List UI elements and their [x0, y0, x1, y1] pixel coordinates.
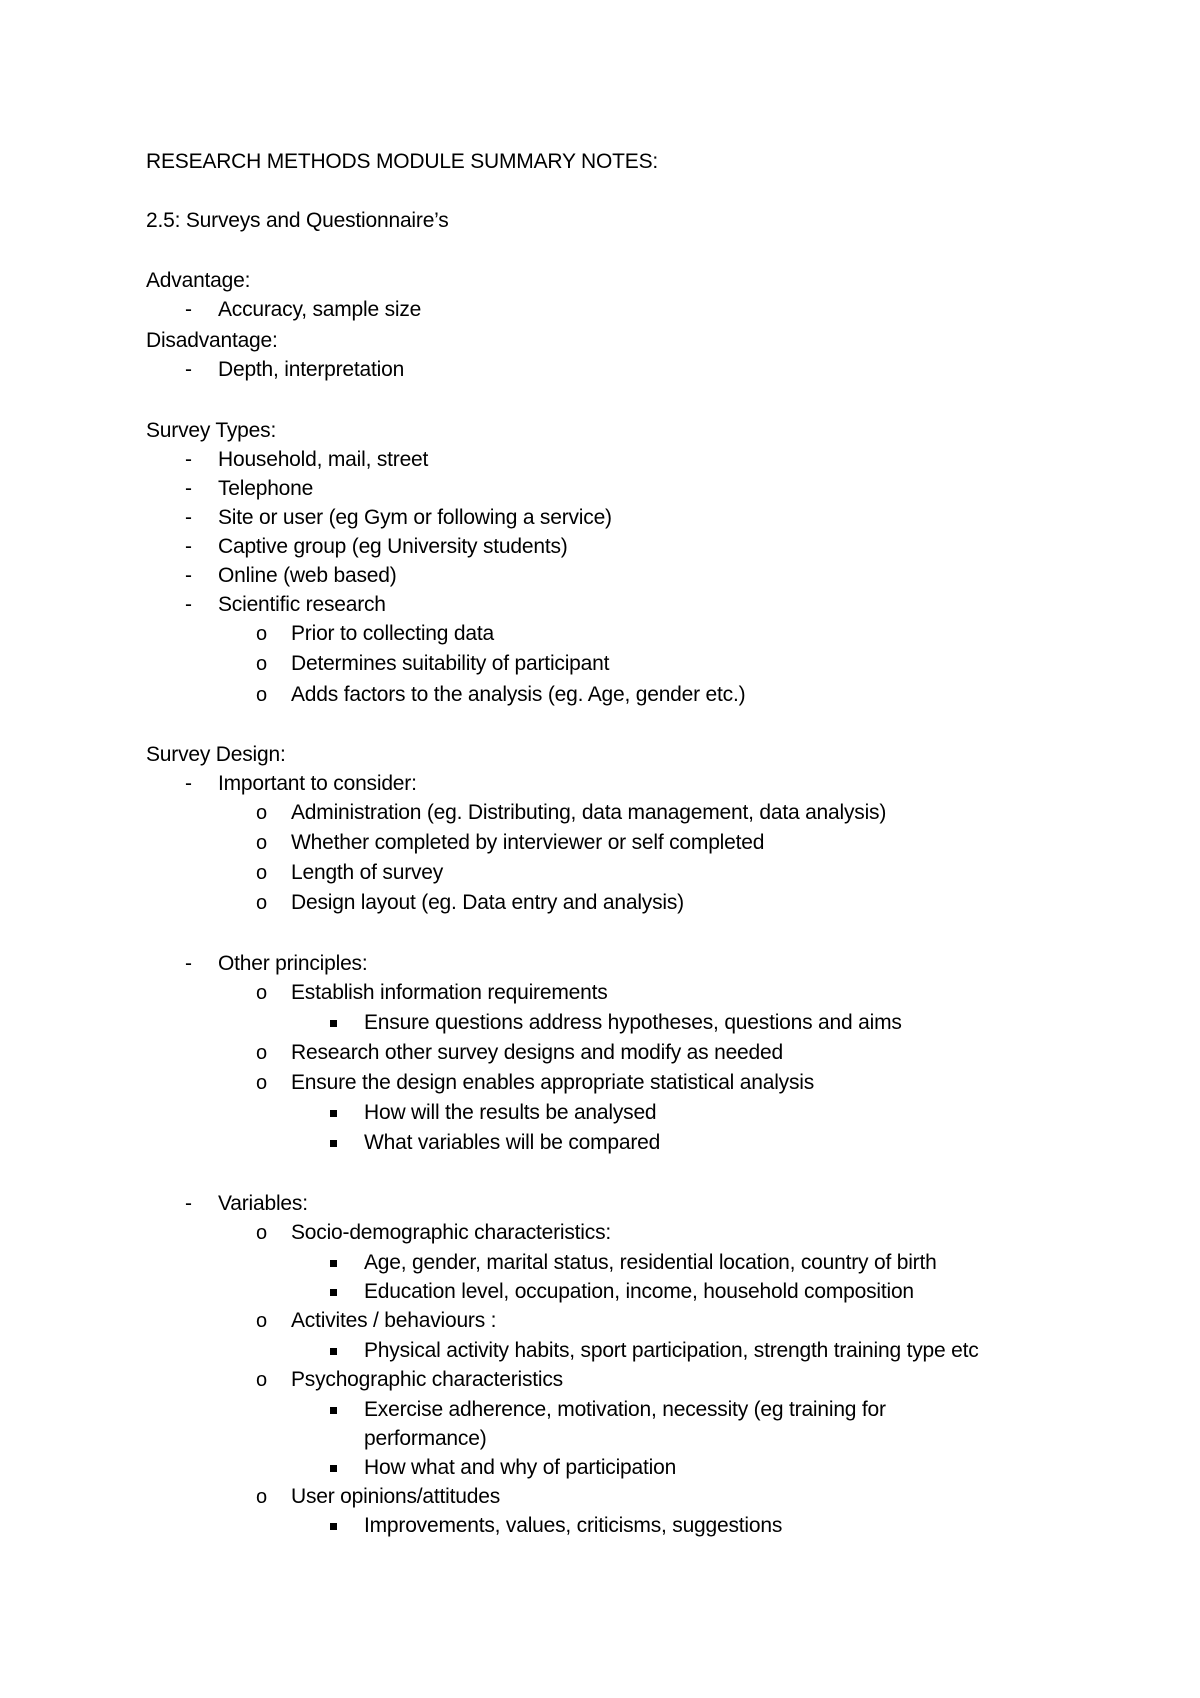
square-bullet-icon [330, 1348, 337, 1355]
circle-bullet-icon: o [256, 1072, 267, 1094]
circle-bullet-icon: o [256, 653, 267, 675]
list-item-text: Determines suitability of participant [291, 652, 610, 675]
circle-bullet-icon: o [256, 1222, 267, 1244]
list-item-text: Administration (eg. Distributing, data management, data analysis) [291, 801, 887, 824]
list-item-text: Survey Types: [146, 419, 277, 442]
list-item-text: Household, mail, street [218, 448, 429, 471]
list-item-text: Psychographic characteristics [291, 1368, 563, 1391]
list-item-text: Telephone [218, 477, 314, 500]
circle-bullet-icon: o [256, 982, 267, 1004]
list-item-text: Site or user (eg Gym or following a service) [218, 506, 612, 529]
dash-bullet-icon: - [185, 593, 192, 616]
list-item-text: Scientific research [218, 593, 386, 616]
list-item-text: Prior to collecting data [291, 622, 494, 645]
list-item-text: Education level, occupation, income, household composition [364, 1280, 914, 1303]
dash-bullet-icon: - [185, 535, 192, 558]
dash-bullet-icon: - [185, 298, 192, 321]
square-bullet-icon [330, 1407, 337, 1414]
circle-bullet-icon: o [256, 1310, 267, 1332]
circle-bullet-icon: o [256, 1369, 267, 1391]
circle-bullet-icon: o [256, 832, 267, 854]
list-item-text: What variables will be compared [364, 1131, 661, 1154]
square-bullet-icon [330, 1465, 337, 1472]
dash-bullet-icon: - [185, 564, 192, 587]
document-title-text: RESEARCH METHODS MODULE SUMMARY NOTES: [146, 150, 659, 173]
section-title-text: 2.5: Surveys and Questionnaire’s [146, 209, 449, 232]
list-item-text: Adds factors to the analysis (eg. Age, gender etc.) [291, 683, 746, 706]
list-item-text: Length of survey [291, 861, 444, 884]
circle-bullet-icon: o [256, 684, 267, 706]
square-bullet-icon [330, 1260, 337, 1267]
list-item-text: Important to consider: [218, 772, 417, 795]
list-item-text: Captive group (eg University students) [218, 535, 568, 558]
dash-bullet-icon: - [185, 506, 192, 529]
list-item-text: Online (web based) [218, 564, 397, 587]
list-item-text: Disadvantage: [146, 329, 278, 352]
circle-bullet-icon: o [256, 892, 267, 914]
square-bullet-icon [330, 1523, 337, 1530]
list-item-text: Advantage: [146, 269, 251, 292]
list-item-text: Exercise adherence, motivation, necessity (eg training for [364, 1398, 886, 1421]
list-item-text: Improvements, values, criticisms, suggestions [364, 1514, 783, 1537]
list-item-text: Accuracy, sample size [218, 298, 422, 321]
list-item-text: Depth, interpretation [218, 358, 405, 381]
list-item-text: Variables: [218, 1192, 308, 1215]
square-bullet-icon [330, 1110, 337, 1117]
list-item-text: How will the results be analysed [364, 1101, 657, 1124]
square-bullet-icon [330, 1140, 337, 1147]
list-item-text: Socio-demographic characteristics: [291, 1221, 612, 1244]
list-item-text: How what and why of participation [364, 1456, 677, 1479]
list-item-text: Design layout (eg. Data entry and analysis) [291, 891, 684, 914]
dash-bullet-icon: - [185, 952, 192, 975]
list-item-text: Establish information requirements [291, 981, 608, 1004]
dash-bullet-icon: - [185, 448, 192, 471]
square-bullet-icon [330, 1289, 337, 1296]
list-item-text: Whether completed by interviewer or self completed [291, 831, 765, 854]
list-item-text: Activites / behaviours : [291, 1309, 497, 1332]
circle-bullet-icon: o [256, 1486, 267, 1508]
list-item-text: performance) [364, 1427, 487, 1450]
dash-bullet-icon: - [185, 772, 192, 795]
circle-bullet-icon: o [256, 862, 267, 884]
list-item-text: User opinions/attitudes [291, 1485, 501, 1508]
list-item-text: Ensure questions address hypotheses, questions and aims [364, 1011, 902, 1034]
list-item-text: Ensure the design enables appropriate statistical analysis [291, 1071, 815, 1094]
list-item-text: Age, gender, marital status, residential location, country of birth [364, 1251, 937, 1274]
list-item-text: Survey Design: [146, 743, 286, 766]
dash-bullet-icon: - [185, 477, 192, 500]
list-item-text: Physical activity habits, sport participation, strength training type etc [364, 1339, 979, 1362]
circle-bullet-icon: o [256, 1042, 267, 1064]
circle-bullet-icon: o [256, 623, 267, 645]
circle-bullet-icon: o [256, 802, 267, 824]
list-item-text: Research other survey designs and modify as needed [291, 1041, 783, 1064]
dash-bullet-icon: - [185, 358, 192, 381]
list-item-text: Other principles: [218, 952, 368, 975]
dash-bullet-icon: - [185, 1192, 192, 1215]
square-bullet-icon [330, 1020, 337, 1027]
